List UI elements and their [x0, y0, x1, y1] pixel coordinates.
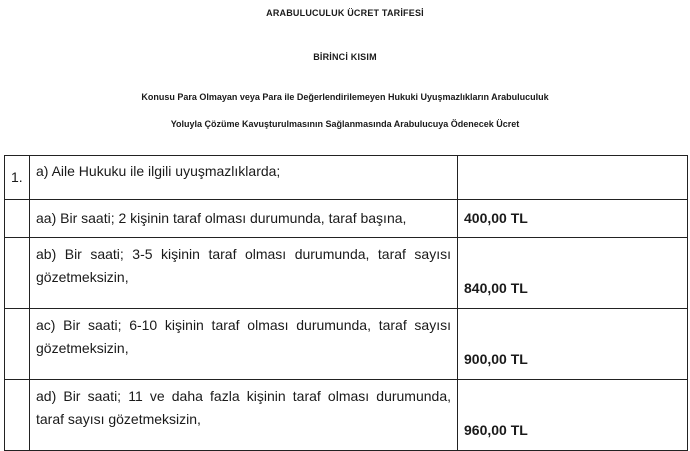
document-description-line-1: Konusu Para Olmayan veya Para ile Değerlendirilemeyen Hukuki Uyuşmazlıkların Arabuluculuk — [141, 92, 549, 102]
row-fee: 960,00 TL — [458, 380, 688, 451]
row-description-line: ad) Bir saati; 11 ve daha fazla kişinin taraf olması durumunda, — [36, 388, 451, 404]
row-description — [30, 309, 458, 380]
row-number-empty — [5, 309, 30, 380]
row-description-line: taraf sayısı gözetmeksizin, — [36, 411, 201, 427]
row-description — [30, 200, 458, 238]
row-fee: 840,00 TL — [458, 238, 688, 309]
table-row — [5, 309, 688, 380]
fee-table — [4, 155, 688, 451]
row-description — [30, 380, 458, 451]
section-label: a) Aile Hukuku ile ilgili uyuşmazlıklarda; — [30, 156, 458, 200]
table-row — [5, 380, 688, 451]
section-fee-empty — [458, 156, 688, 200]
row-number-empty — [5, 380, 30, 451]
table-row-section — [5, 156, 688, 200]
row-description-line: ac) Bir saati; 6-10 kişinin taraf olması durumunda, taraf sayısı — [36, 317, 451, 333]
table-row — [5, 238, 688, 309]
table-row — [5, 200, 688, 238]
document-description-line-2: Yoluyla Çözüme Kavuşturulmasının Sağlanmasında Arabulucuya Ödenecek Ücret — [170, 119, 520, 129]
row-number-empty — [5, 238, 30, 309]
section-number: 1. — [5, 156, 30, 200]
section-heading: BİRİNCİ KISIM — [313, 52, 377, 62]
row-description-line: gözetmeksizin, — [36, 269, 129, 285]
row-fee: 900,00 TL — [458, 309, 688, 380]
document-title: ARABULUCULUK ÜCRET TARİFESİ — [266, 8, 424, 18]
row-description-line: aa) Bir saati; 2 kişinin taraf olması durumunda, taraf başına, — [36, 210, 407, 226]
row-description-line: gözetmeksizin, — [36, 340, 129, 356]
row-fee: 400,00 TL — [458, 200, 688, 238]
row-number-empty — [5, 200, 30, 238]
row-description-line: ab) Bir saati; 3-5 kişinin taraf olması durumunda, taraf sayısı — [36, 246, 451, 262]
row-description — [30, 238, 458, 309]
